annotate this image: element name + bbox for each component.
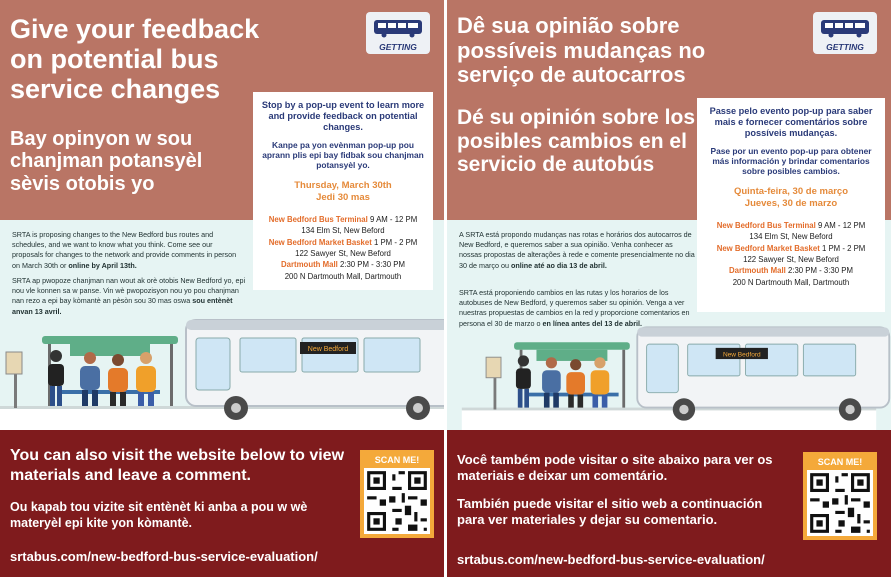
qr-code-icon xyxy=(807,470,873,536)
bus-destination-sign: New Bedford xyxy=(307,346,349,353)
footer-text-creole: Ou kapab tou vizite sit entènèt ki anba a pou w wè materyèl epi kite yon kòmantè. xyxy=(10,500,308,530)
website-url[interactable]: srtabus.com/new-bedford-bus-service-evaluation/ xyxy=(10,549,318,564)
qr-code-box[interactable] xyxy=(803,452,877,540)
popup-event-box xyxy=(253,92,433,290)
body-creole: SRTA ap pwopoze chanjman nan wout ak orè otobis New Bedford yo, epi nou vle konnen sa w panse. Vin wè pwopozisyon nou yo pou chanjman nan rezo a epi bay kòmantè an pèsòn sou 30 mas oswa sou entènèt anvan 13 avril. xyxy=(12,276,246,316)
getting-on-board-logo: GETTING xyxy=(813,12,877,54)
qr-code-icon xyxy=(364,468,430,534)
stop-1: New Bedford Bus Terminal 9 AM - 12 PM xyxy=(716,221,866,231)
body-portuguese: A SRTA está propondo mudanças nas rotas e horários dos autocarros de New Bedford, e queremos saber a sua opinião. Venha conhecer as nossas propostas de alterações à rede e comente presencialmente no dia 30 de março ou online até ao dia 13 de abril. xyxy=(459,230,695,270)
event-subtitle: Kanpe pa yon evènman pop-up pou aprann plis epi bay fidbak sou chanjman potansyèl yo. xyxy=(262,140,424,171)
subheadline: Bay opinyon w sou chanjman potansyèl sèvis otobis yo xyxy=(10,128,203,195)
footer-text-portuguese: Você também pode visitar o site abaixo para ver os materiais e deixar um comentário. xyxy=(457,452,773,484)
flyer-panel-portuguese-spanish xyxy=(447,0,891,577)
event-title: Passe pelo evento pop-up para saber mais e fornecer comentários sobre possíveis mudanças. xyxy=(709,106,873,139)
qr-code-box[interactable] xyxy=(360,450,434,538)
event-subtitle: Pase por un evento pop-up para obtener más información y brindar comentarios sobre posibles cambios. xyxy=(710,146,872,177)
popup-event-box xyxy=(697,98,885,312)
event-title: Stop by a pop-up event to learn more and provide feedback on potential changes. xyxy=(261,100,425,133)
subheadline: Dé su opinión sobre los posibles cambios en el servicio de autobús xyxy=(457,106,696,177)
footer-text-english: You can also visit the website below to view materials and leave a comment. xyxy=(10,447,345,484)
stop-2: New Bedford Market Basket 1 PM - 2 PM xyxy=(716,243,866,253)
stop-3: Dartmouth Mall 2:30 PM - 3:30 PM xyxy=(729,266,853,276)
stop-1: New Bedford Bus Terminal 9 AM - 12 PM xyxy=(268,215,418,225)
website-url[interactable]: srtabus.com/new-bedford-bus-service-evaluation/ xyxy=(457,552,765,567)
stop-3: Dartmouth Mall 2:30 PM - 3:30 PM xyxy=(281,260,405,270)
scan-me-label: SCAN ME! xyxy=(817,457,863,467)
flyer-panel-english-creole xyxy=(0,0,444,577)
bus-destination-sign: New Bedford xyxy=(722,351,761,359)
headline: Dê sua opinião sobre possíveis mudanças no serviço de autocarros xyxy=(457,13,706,88)
bus-stop-illustration xyxy=(447,290,891,430)
body-spanish: SRTA está proponiendo cambios en las rutas y los horarios de los autobuses de New Bedford, y queremos saber su opinión. Venga a ver nuestras propuestas de cambios en la red y proporcione comentarios en persona el 30 de marzo o en línea antes del 13 de abril. xyxy=(459,288,690,328)
footer-text-spanish: También puede visitar el sitio web a continuación para ver materiales y dejar su comentario. xyxy=(457,496,763,528)
event-stops: New Bedford Bus Terminal 9 AM - 12 PM 134 Elm St, New Beford New Bedford Market Basket 1 PM - 2 PM 122 Sawyer St, New Beford Dartmouth Mall 2:30 PM - 3:30 PM 200 N Dartmouth Mall, Dartmouth xyxy=(703,220,879,288)
headline: Give your feedback on potential bus service changes xyxy=(10,14,260,105)
event-stops: New Bedford Bus Terminal 9 AM - 12 PM 134 Elm St, New Beford New Bedford Market Basket 1 PM - 2 PM 122 Sawyer St, New Beford Dartmouth Mall 2:30 PM - 3:30 PM 200 N Dartmouth Mall, Dartmouth xyxy=(259,214,427,282)
body-english: SRTA is proposing changes to the New Bedford bus routes and schedules, and we want to know what you think. Come see our proposals for changes to the network and provide comments in person on March 30th or online by April 13th. xyxy=(12,230,237,270)
event-date: Thursday, March 30th Jedi 30 mas xyxy=(294,180,392,204)
bus-stop-illustration xyxy=(0,280,444,430)
scan-me-label: SCAN ME! xyxy=(374,455,420,465)
stop-2: New Bedford Market Basket 1 PM - 2 PM xyxy=(268,237,418,247)
getting-on-board-logo: GETTING xyxy=(366,12,430,54)
event-date: Quinta-feira, 30 de março Jueves, 30 de marzo xyxy=(733,186,849,210)
